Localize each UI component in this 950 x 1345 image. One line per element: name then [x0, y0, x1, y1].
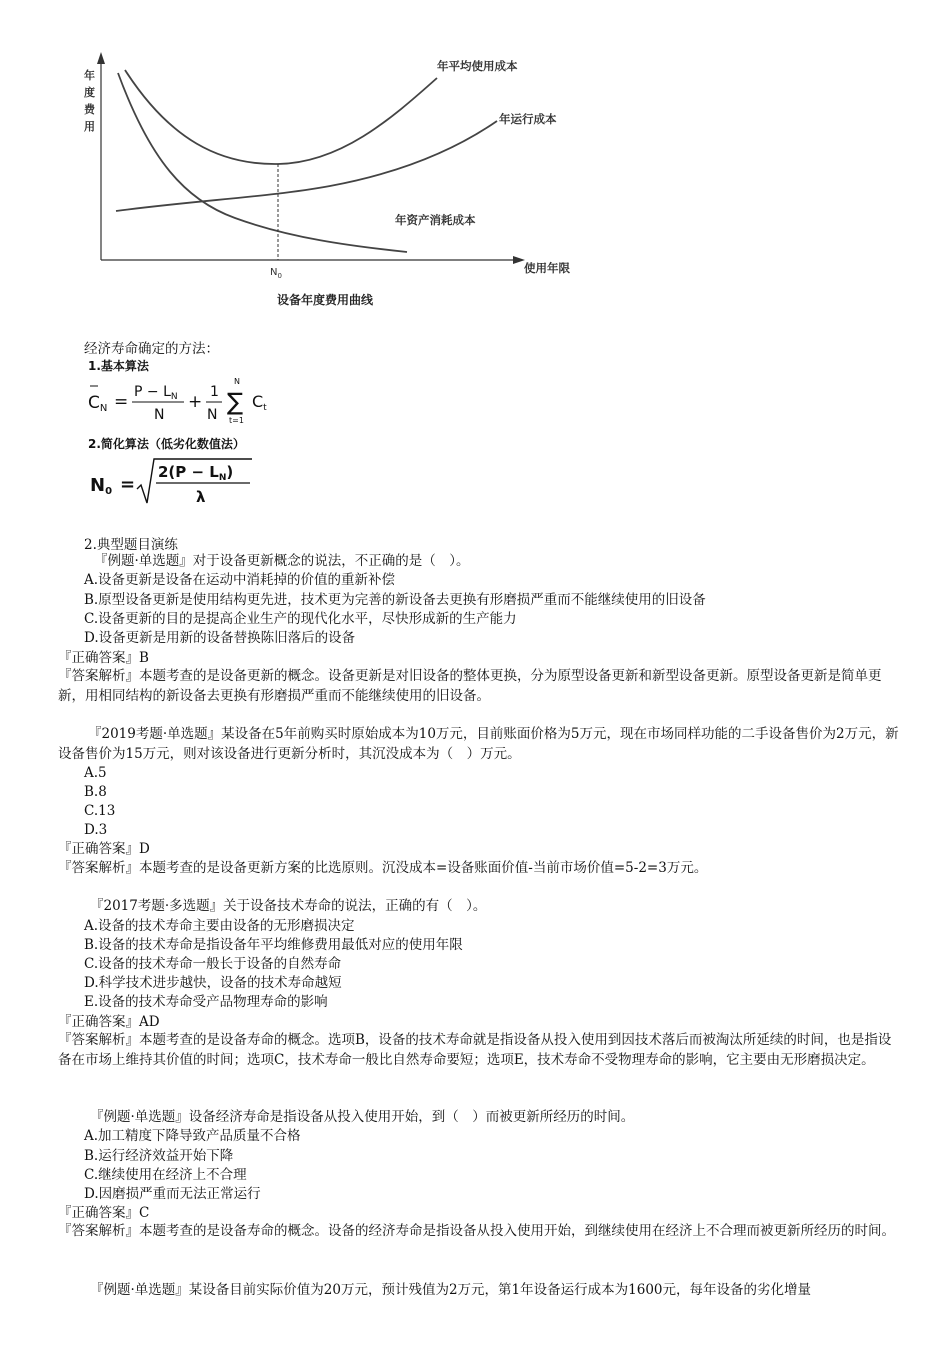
q1-option-c: C.设备更新的目的是提高企业生产的现代化水平，尽快形成新的生产能力 [84, 611, 517, 627]
svg-text:N0: N0 [90, 475, 113, 497]
q2-option-b: B.8 [84, 784, 107, 800]
q4-answer: 『正确答案』C [58, 1205, 150, 1221]
svg-text:2(P − LN): $2(P - L_N)$ [158, 463, 234, 483]
q3-option-b: B.设备的技术寿命是指设备年平均维修费用最低对应的使用年限 [84, 937, 463, 953]
svg-text:λ: λ [196, 488, 206, 506]
svg-text:∑: ∑ [227, 388, 244, 416]
y-axis-arrow [97, 52, 105, 64]
q2-answer: 『正确答案』D [58, 841, 150, 857]
q1-answer: 『正确答案』B [58, 650, 149, 666]
y-axis-label-2: 度 [84, 86, 95, 99]
q2-option-c: C.13 [84, 803, 116, 819]
svg-text:CN: CN [88, 393, 108, 414]
q3-option-d: D.科学技术进步越快，设备的技术寿命越短 [84, 975, 342, 991]
asset-consumption-cost-curve [118, 73, 407, 252]
q3-option-c: C.设备的技术寿命一般长于设备的自然寿命 [84, 956, 342, 972]
methods-heading: 经济寿命确定的方法： [84, 341, 219, 357]
svg-text:=: = [114, 392, 129, 412]
svg-text:+: + [188, 392, 203, 412]
q3-option-a: A.设备的技术寿命主要由设备的无形磨损决定 [84, 918, 355, 934]
y-axis-label-1: 年 [84, 69, 95, 82]
y-axis-label-3: 费 [84, 103, 95, 116]
q3-analysis: 『答案解析』本题考查的是设备寿命的概念。选项B，设备的技术寿命就是指设备从投入使用到因技术落后而被淘汰所延续的时间，也是指设备在市场上维持其价值的时间；选项C，技术寿命一般比自然寿命要短；选项E，技术寿命不受物理寿命的影响，它主要由无形磨损决定。 [58, 1032, 892, 1068]
basic-method-label: 1.基本算法 [88, 359, 149, 373]
label-asset-consumption-cost: 年资产消耗成本 [395, 213, 476, 227]
q1-option-d: D.设备更新是用新的设备替换陈旧落后的设备 [84, 630, 356, 646]
q4-option-d: D.因磨损严重而无法正常运行 [84, 1186, 261, 1202]
svg-text:t=1: t=1 [229, 416, 244, 425]
simplified-method-label: 2.简化算法（低劣化数值法） [88, 437, 245, 451]
q4-option-c: C.继续使用在经济上不合理 [84, 1167, 247, 1183]
svg-text:=: = [120, 474, 136, 495]
figure-caption: 设备年度费用曲线 [277, 293, 374, 307]
svg-text:N: N [234, 377, 240, 386]
q5-stem: 『例题·单选题』某设备目前实际价值为20万元，预计残值为2万元，第1年设备运行成本为1600元，每年设备的劣化增量 [90, 1282, 812, 1298]
q2-option-a: A.5 [84, 765, 107, 781]
q1-option-b: B.原型设备更新是使用结构更先进，技术更为完善的新设备去更换有形磨损严重而不能继续使用的旧设备 [84, 592, 706, 608]
svg-text:N: N [207, 407, 218, 423]
label-operating-cost: 年运行成本 [499, 112, 557, 126]
q3-stem: 『2017考题·多选题』关于设备技术寿命的说法，正确的有（ ）。 [90, 898, 487, 914]
q1-stem: 『例题·单选题』对于设备更新概念的说法，不正确的是（ ）。 [94, 553, 470, 569]
q3-answer: 『正确答案』AD [58, 1014, 160, 1030]
svg-text:Ct: Ct [252, 392, 267, 413]
svg-text:1: 1 [210, 384, 219, 400]
q1-analysis: 『答案解析』本题考查的是设备更新的概念。设备更新是对旧设备的整体更换，分为原型设备更新和新型设备更新。原型设备更新是简单更新，用相同结构的新设备去更换有形磨损严重而不能继续使用的旧设备。 [58, 668, 882, 704]
operating-cost-curve [116, 121, 497, 211]
q4-stem: 『例题·单选题』设备经济寿命是指设备从投入使用开始，到（ ）而被更新所经历的时间。 [90, 1109, 635, 1125]
n0-label: $N_0$ [270, 267, 282, 280]
q2-option-d: D.3 [84, 822, 108, 838]
q3-option-e: E.设备的技术寿命受产品物理寿命的影响 [84, 994, 328, 1010]
avg-usage-cost-curve [125, 70, 437, 164]
x-axis-label: 使用年限 [524, 261, 570, 275]
svg-text:P − LN: $P - L_N$ [134, 384, 178, 402]
basic-formula [84, 376, 294, 428]
q4-option-a: A.加工精度下降导致产品质量不合格 [84, 1128, 301, 1144]
annual-cost-curve-figure [60, 40, 600, 320]
y-axis-label-4: 用 [84, 120, 95, 133]
q2-analysis: 『答案解析』本题考查的是设备更新方案的比选原则。沉没成本=设备账面价值-当前市场价值=5-2=3万元。 [58, 860, 708, 876]
simplified-formula [84, 455, 274, 510]
q4-option-b: B.运行经济效益开始下降 [84, 1148, 234, 1164]
q1-option-a: A.设备更新是设备在运动中消耗掉的价值的重新补偿 [84, 572, 396, 588]
label-avg-usage-cost: 年平均使用成本 [437, 59, 518, 73]
svg-text:N: N [154, 407, 165, 423]
section-title: 2.典型题目演练 [84, 537, 178, 553]
q2-stem: 『2019考题·单选题』某设备在5年前购买时原始成本为10万元，目前账面价格为5万元，现在市场同样功能的二手设备售价为2万元，新设备售价为15万元，则对该设备进行更新分析时，其沉没成本为（ ）万元。 [58, 726, 899, 762]
q4-analysis: 『答案解析』本题考查的是设备寿命的概念。设备的经济寿命是指设备从投入使用开始，到继续使用在经济上不合理而被更新所经历的时间。 [58, 1223, 895, 1239]
